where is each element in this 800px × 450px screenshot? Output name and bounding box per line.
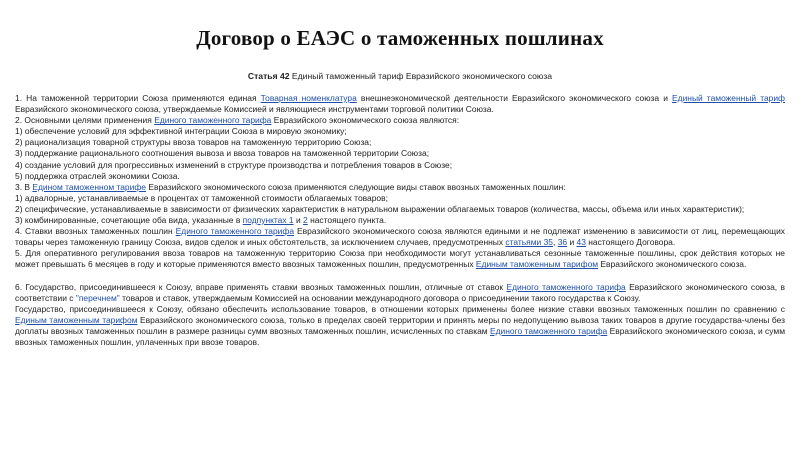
goal-item: 2) рационализация товарной структуры ввоза товаров на таможенную территорию Союза; bbox=[15, 137, 372, 148]
rate-item: 1) адвалорные, устанавливаемые в процентах от таможенной стоимости облагаемых товаров; bbox=[15, 192, 388, 203]
link-edinyi-tamozhennyi-tarif[interactable]: Единый таможенный тариф bbox=[672, 93, 786, 103]
paragraph-spacer bbox=[15, 271, 785, 282]
paragraph-text: товаров и ставок, утверждаемым Комиссией на основании международного договора о присоединении такого государства к Союзу. bbox=[119, 292, 641, 303]
link-edinom-tamozhennom-tarife[interactable]: Едином таможенном тарифе bbox=[32, 181, 146, 192]
paragraph-text: 4. Ставки ввозных таможенных пошлин bbox=[15, 226, 176, 237]
article-heading bbox=[0, 71, 800, 81]
page-title: Договор о ЕАЭС о таможенных пошлинах bbox=[196, 26, 604, 50]
paragraph-text: 6. Государство, присоединившееся к Союзу, вправе применять ставки ввозных таможенных пошлин, отличные от ставок bbox=[15, 281, 507, 292]
goal-item: 1) обеспечение условий для эффективной интеграции Союза в мировую экономику; bbox=[15, 126, 347, 137]
paragraph-1 bbox=[15, 93, 785, 115]
goal-item: 3) поддержание рационального соотношения вывоза и ввоза товаров на таможенной территории Союза; bbox=[15, 148, 430, 159]
paragraph-text: Государство, присоединившееся к Союзу, обязано обеспечить использование товаров, в отношении которых применены более низкие ставки ввозных таможенных пошлин по сравнению с bbox=[15, 303, 785, 314]
paragraph-2 bbox=[15, 115, 785, 126]
article-title: Единый таможенный тариф Евразийского экономического союза bbox=[289, 71, 553, 81]
paragraph-text: внешнеэкономической деятельности Евразийского экономического союза и bbox=[356, 93, 673, 103]
link-edinogo-tamozhennogo-tarifa[interactable]: Единого таможенного тарифа bbox=[154, 115, 272, 126]
link-edinym-tamozhennym-tarifom[interactable]: Единым таможенным тарифом bbox=[475, 259, 599, 270]
paragraph-text: Евразийского экономического союза, только в пределах своей территории и принять меры по недопущению вывоза таких товаров в другие государства-члены без доплаты ввозных таможенных пошлин в размере разницы сумм ввозных таможенных пошлин, исчисленных по ставкам bbox=[15, 314, 785, 336]
rate-item bbox=[15, 215, 785, 226]
goal-item: 5) поддержка отраслей экономики Союза. bbox=[15, 170, 180, 181]
paragraph-5 bbox=[15, 248, 785, 270]
paragraph-text: 3) комбинированные, сочетающие оба вида, указанные в bbox=[15, 215, 243, 226]
paragraph-text: Евразийского экономического союза. bbox=[598, 259, 747, 270]
goal-item: 4) создание условий для прогрессивных изменений в структуре производства и потребления товаров в Союзе; bbox=[15, 159, 453, 170]
paragraph-text: Евразийского экономического союза, и сумм ввозных таможенных пошлин, уплаченных при ввозе товаров. bbox=[15, 325, 785, 347]
article-number: Статья 42 bbox=[247, 71, 290, 81]
paragraph-text: Евразийского экономического союза применяются следующие виды ставок ввозных таможенных пошлин: bbox=[145, 181, 566, 192]
paragraph-text: Евразийского экономического союза, утверждаемые Комиссией и являющиеся инструментами торговой политики Союза. bbox=[15, 104, 494, 115]
paragraph-text: настоящего пункта. bbox=[307, 215, 387, 226]
article-body bbox=[15, 93, 785, 348]
paragraph-text: Евразийского экономического союза являются: bbox=[271, 115, 460, 126]
paragraph-text: , bbox=[553, 237, 558, 248]
paragraph-7 bbox=[15, 304, 785, 348]
link-statya-43[interactable]: 43 bbox=[576, 237, 586, 248]
paragraph-text: Евразийского экономического союза, в соответствии с bbox=[15, 281, 785, 303]
paragraph-6 bbox=[15, 282, 785, 304]
link-edinogo-tamozhennogo-tarifa[interactable]: Единого таможенного тарифа bbox=[489, 325, 608, 336]
paragraph-text: и bbox=[567, 237, 577, 248]
paragraph-text: 1. На таможенной территории Союза применяются единая bbox=[15, 93, 261, 103]
link-perechen[interactable]: "перечнем" bbox=[75, 292, 120, 303]
paragraph-text: 2. Основными целями применения bbox=[15, 115, 155, 126]
paragraph-text: 3. В bbox=[15, 181, 33, 192]
link-podpunkt-2[interactable]: 2 bbox=[303, 215, 308, 226]
link-edinogo-tamozhennogo-tarifa[interactable]: Единого таможенного тарифа bbox=[506, 281, 626, 292]
paragraph-text: настоящего Договора. bbox=[585, 237, 676, 248]
paragraph-text: 5. Для оперативного регулирования ввоза товаров на таможенную территорию Союза при необходимости могут устанавливаться сезонные таможенные пошлины, срок действия которых не может превышать 6 месяцев в году и которые применяются вместо ввозных таможенных пошлин, предусмотренных bbox=[15, 248, 785, 270]
link-statya-35[interactable]: статьями 35 bbox=[505, 237, 553, 248]
paragraph-3 bbox=[15, 182, 785, 193]
paragraph-text: и bbox=[293, 215, 304, 226]
link-tovarnaya-nomenklatura[interactable]: Товарная номенклатура bbox=[260, 93, 357, 103]
link-edinym-tamozhennym-tarifom[interactable]: Единым таможенным тарифом bbox=[15, 314, 138, 325]
rate-item: 2) специфические, устанавливаемые в зависимости от физических характеристик в натуральном выражении облагаемых товаров (количества, массы, объема или иных характеристик); bbox=[15, 203, 745, 214]
paragraph-4 bbox=[15, 226, 785, 248]
link-statya-36[interactable]: 36 bbox=[557, 237, 568, 248]
link-podpunkt-1[interactable]: подпунктах 1 bbox=[242, 215, 294, 226]
paragraph-text: Евразийского экономического союза являются едиными и не подлежат изменению в зависимости от лиц, перемещающих товары через таможенную границу Союза, видов сделок и иных обстоятельств, за исключением случаев, предусмотренных bbox=[15, 226, 786, 248]
link-edinogo-tamozhennogo-tarifa[interactable]: Единого таможенного тарифа bbox=[175, 226, 295, 237]
